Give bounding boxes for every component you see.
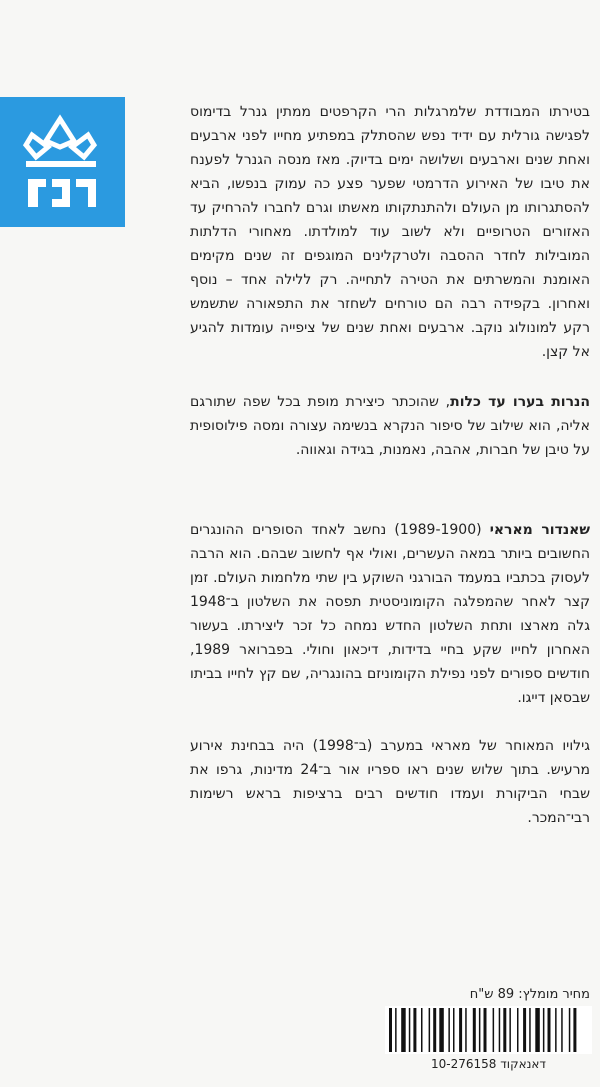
barcode-bar (421, 1008, 423, 1052)
barcode-bar (561, 1008, 563, 1052)
barcode-bar (548, 1008, 551, 1052)
barcode-bar (459, 1008, 462, 1052)
barcode-bar (523, 1008, 526, 1052)
barcode-bar (465, 1008, 467, 1052)
book-title-inline: הנרות בערו עד כלות (450, 394, 590, 410)
barcode-bar (395, 1008, 397, 1052)
barcode-number: דאנאקוד 10-276158 (431, 1057, 546, 1071)
author-bio-text: (1989-1900) נחשב לאחד הסופרים ההונגרים החשובים ביותר במאה העשרים, ואולי אף לחשוב שבהם. הוא הרבה לעסוק בכתביו במעמד הבורגני השוקע בין שתי מלחמות העולם. זמן קצר לאחר שהמפלגה הקומוניסטית תפסה את השלטון ב־1948 גלה מארצו ותחת השלטון החדש נמחה כל זכר ליצירתו. בעשור האחרון לחייו שקע בחיי בדידות, דיכאון וחולי. בפברואר 1989, חודשים ספורים לפני נפילת הקומוניזם בהונגריה, שם קץ לחייו בביתו שבסאן דייגו. (190, 522, 590, 706)
barcode-bar (429, 1008, 431, 1052)
barcode-bar (439, 1008, 444, 1052)
barcode-bar (573, 1008, 576, 1052)
barcode-bar (555, 1008, 557, 1052)
blurb-paragraph-2-text: , שהוכתר כיצירת מופת בכל שפה שתורגם אליה, הוא שילוב של סיפור הנקרא בנשימה עצורה ומסה פילוסופית על טיבן של חברות, אהבה, נאמנות, בגידה וגאווה. (190, 394, 590, 458)
blurb-paragraph-2 (190, 390, 590, 462)
barcode-bar (453, 1008, 455, 1052)
barcode-bar (433, 1008, 436, 1052)
barcode-bar (401, 1008, 406, 1052)
barcode-bar (413, 1008, 416, 1052)
barcode-bar (389, 1008, 392, 1052)
barcode-bar (484, 1008, 487, 1052)
barcode-bar (479, 1008, 481, 1052)
blurb-paragraph-1-text: בטירתו המבודדת שלמרגלות הרי הקרפטים ממתין גנרל בדימוס לפגישה גורלית עם ידיד נפש שהסתלק במפתיע מחייו לפני ארבעים ואחת שנים וארבעים ושלושה ימים בדיוק. מאז מנסה הגנרל לפענח את טיבו של האירוע הדרמטי שפער פצע כה עמוק בנפשו, הביא להסתגרותו מן העולם ולהתנתקותו מאשתו וגרם לחברו להרחיק עד האזורים הטרופיים ולא לשוב עוד למולדתו. מאחורי הדלתות המובילות לחדר ההסבה ולטרקלינים המוגפים זה שנים מקימים האומנת והמשרתים את הטירה לתחייה. רק ללילה אחד – נוסף ואחרון. בקפידה רבה הם טורחים לשחזר את התפאורה שתשמש רקע למונולוג נוקב. ארבעים ואחת שנים של ציפייה עומדות להגיע אל קצן. (190, 104, 590, 360)
blurb-paragraph-1 (190, 100, 590, 364)
barcode-bar (569, 1008, 571, 1052)
barcode-bar (493, 1008, 495, 1052)
blurb-paragraph-4 (190, 734, 590, 830)
barcode-bar (409, 1008, 411, 1052)
author-bio-paragraph (190, 518, 590, 710)
barcode-bar (535, 1008, 540, 1052)
crown-logo-icon (0, 97, 125, 227)
barcode-bar (509, 1008, 511, 1052)
barcode-bar (529, 1008, 531, 1052)
blurb-text (190, 100, 590, 856)
barcode-bar (543, 1008, 545, 1052)
barcode-bar (503, 1008, 506, 1052)
price-label: מחיר מומלץ: 89 ש"ח (469, 987, 590, 1002)
barcode-bar (517, 1008, 519, 1052)
barcode (385, 1006, 592, 1054)
barcode-bars-icon (385, 1006, 592, 1054)
barcode-bar (448, 1008, 450, 1052)
barcode-bar (473, 1008, 476, 1052)
publisher-logo (0, 97, 125, 227)
author-name-inline: שאנדור מאראי (489, 522, 590, 538)
barcode-bar (499, 1008, 501, 1052)
blurb-paragraph-4-text: גילויו המאוחר של מאראי במערב (ב־1998) היה בבחינת אירוע מרעיש. בתוך שלוש שנים ראו ספריו אור ב־24 מדינות, גרפו את שבחי הביקורת ועמדו חודשים רבים ברציפות בראש רשימות רבי־המכר. (190, 738, 590, 826)
